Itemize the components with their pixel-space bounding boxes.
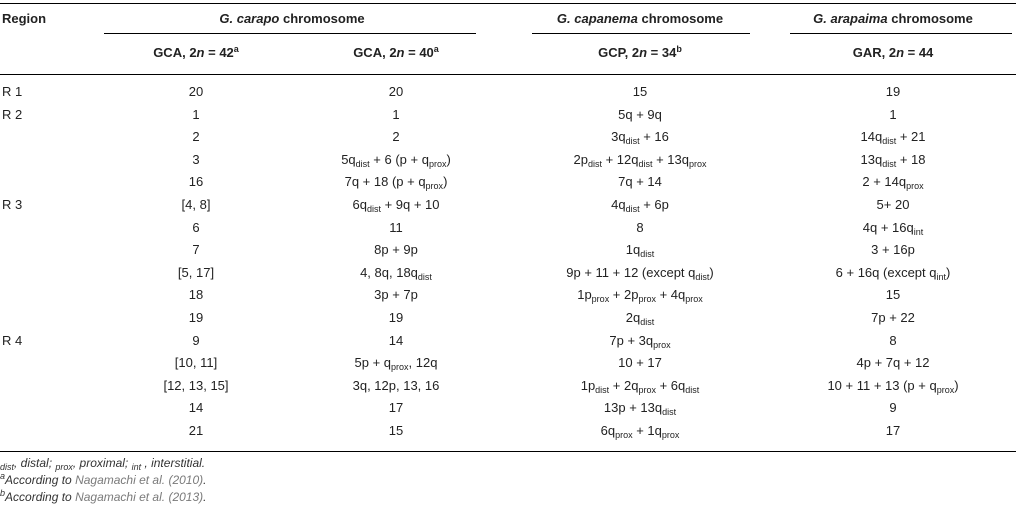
table-cell-c2: 1: [392, 106, 400, 122]
table-cell-c1: 18: [188, 287, 204, 303]
table-cell-c1: [10, 11]: [174, 355, 218, 371]
table-cell-c4: $14q_{dist} + 21$: [860, 129, 926, 147]
table-cell-c4: 17: [885, 423, 901, 438]
table-cell-c1: [4, 8]: [181, 197, 211, 212]
table-cell-c4: 7p + 22: [871, 310, 915, 325]
table-cell-c3: $3q_{dist} + 16$: [611, 129, 669, 147]
table-cell-c2: 7q + 18 $(p + q_{prox})$: [344, 174, 448, 192]
table-cell-c1: 3: [192, 151, 200, 167]
table-cell-c3: $2q_{dist}$: [625, 310, 655, 327]
table-cell-c3: 15: [632, 84, 648, 99]
table-cell-c1: [5, 17]: [177, 264, 215, 280]
table-cell-c1: 16: [188, 174, 204, 190]
table-cell-c3: $2p_{dist} + 12q_{dist} + 13q_{prox}$: [573, 151, 707, 169]
arapaima-group-header: G. arapaima chromosome: [813, 11, 973, 26]
table-cell-c4: 9: [889, 400, 897, 416]
table-cell-c1: 7: [192, 242, 200, 258]
table-cell-c1: 6: [192, 219, 200, 235]
table-cell-c2: 3p + 7p: [374, 287, 418, 303]
region-cell: R 4: [2, 332, 23, 348]
table-cell-c2: 3q, 12p, 13, 16: [352, 377, 440, 393]
table-cell-c4: 1: [889, 106, 897, 122]
region-cell: R 3: [2, 197, 23, 212]
table-cell-c2: $6q_{dist} + 9q + 10$: [352, 197, 440, 214]
table-cell-c3: $1p_{dist} + 2q_{prox} + 6q_{dist}$: [580, 377, 700, 395]
ref-link-2010[interactable]: Nagamachi et al. (2010): [75, 473, 204, 487]
ref-link-2013[interactable]: Nagamachi et al. (2013): [75, 490, 204, 504]
carapo-group-header: G. carapo chromosome: [219, 11, 365, 26]
region-cell: R 2: [2, 106, 23, 122]
table-cell-c3: 9p + 11 + 12 (except $q_{dist}$): [566, 264, 714, 282]
table-cell-c3: 10 + 17: [618, 355, 662, 371]
region-cell: R 1: [2, 84, 23, 99]
region-header: Region: [2, 11, 47, 26]
table-cell-c2: 4, 8q, $18q_{dist}$: [360, 264, 432, 282]
table-cell-c1: 19: [188, 310, 204, 325]
table-cell-c1: 1: [192, 106, 200, 122]
top-rule: [0, 3, 1016, 4]
table-cell-c4: 19: [885, 84, 901, 99]
table-cell-c2: $5q_{dist} + 6$ $(p + q_{prox})$: [341, 151, 451, 169]
table-cell-c3: $13p + 13q_{dist}$: [603, 400, 677, 418]
table-cell-c3: 8: [636, 219, 644, 235]
table-cell-c3: 7q + 14: [618, 174, 662, 190]
table-cell-c2: 15: [388, 423, 404, 438]
table-cell-c1: 9: [192, 332, 200, 348]
table-cell-c4: $13q_{dist} + 18$: [860, 151, 926, 169]
table-cell-c2: $5p + q_{prox}$, 12q: [354, 355, 438, 373]
header-bottom-rule: [0, 74, 1016, 75]
carapo-span-rule: [104, 33, 476, 34]
table-cell-c2: 20: [388, 84, 404, 99]
table-cell-c1: 14: [188, 400, 204, 416]
bottom-rule: [0, 451, 1016, 452]
table-cell-c3: $4q_{dist} + 6p$: [611, 197, 669, 214]
table-cell-c2: 11: [389, 219, 403, 235]
table-cell-c2: 8p + 9p: [374, 242, 418, 258]
table-cell-c1: 20: [188, 84, 204, 99]
capanema-group-header: G. capanema chromosome: [556, 11, 724, 26]
footnote-abbreviations: $_{dist}$, distal; $_{prox}$, proximal; $_{int}$ , interstitial.: [0, 456, 206, 472]
table-cell-c3: $1p_{prox} + 2p_{prox} + 4q_{prox}$: [577, 287, 703, 305]
footnote-b: $^b$According to Nagamachi et al. (2013).: [0, 488, 207, 504]
table-cell-c1: 2: [192, 129, 200, 145]
table-cell-c4: 5+ 20: [876, 197, 910, 212]
table-cell-c1: 21: [188, 423, 204, 438]
table-cell-c2: 14: [388, 332, 404, 348]
table-cell-c4: 10 + 11 + 13 $(p + q_{prox})$: [827, 377, 959, 395]
col-header-gcp-34: GCP, $2n = 34^b$: [598, 44, 682, 60]
table-cell-c4: 15: [885, 287, 901, 303]
table-cell-c2: 19: [388, 310, 404, 325]
arapaima-span-rule: [790, 33, 1012, 34]
table-cell-c3: 5q + 9q: [618, 106, 662, 122]
capanema-span-rule: [532, 33, 750, 34]
table-cell-c2: 17: [388, 400, 404, 416]
table-cell-c3: $1q_{dist}$: [625, 242, 655, 260]
col-header-gar-44: GAR, 2n = 44: [852, 45, 934, 60]
table-cell-c1: [12, 13, 15]: [163, 377, 229, 393]
table-cell-c4: $2 + 14q_{prox}$: [862, 174, 924, 192]
col-header-gca-42: GCA, $2n = 42^a$: [153, 44, 239, 60]
col-header-gca-40: GCA, $2n = 40^a$: [353, 44, 439, 60]
table-cell-c4: 6 + 16q (except $q_{int}$): [835, 264, 951, 282]
table-cell-c4: 3 + 16p: [871, 242, 915, 258]
table-cell-c4: 4p + 7q + 12: [856, 355, 930, 371]
table-cell-c4: $4q + 16q_{int}$: [862, 219, 924, 237]
footnote-a: $^a$According to Nagamachi et al. (2010).: [0, 471, 207, 487]
table-cell-c3: $6q_{prox} + 1q_{prox}$: [600, 423, 680, 440]
table-cell-c3: $7p + 3q_{prox}$: [609, 332, 671, 350]
table-cell-c2: 2: [392, 129, 400, 145]
table-cell-c4: 8: [889, 332, 897, 348]
